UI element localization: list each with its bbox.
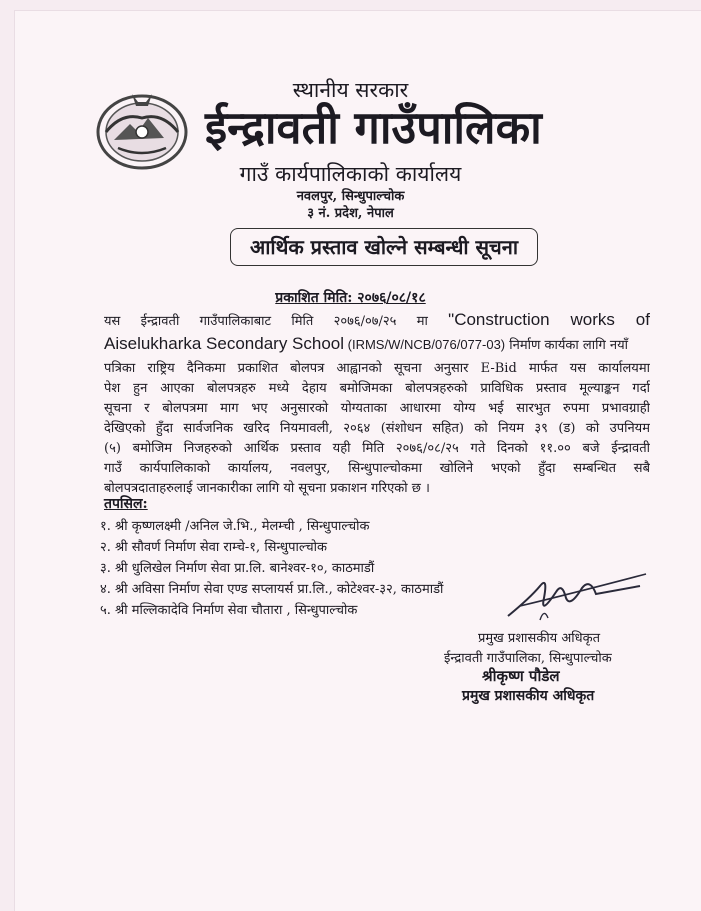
office-heading: गाउँ कार्यपालिकाको कार्यालय: [239, 162, 462, 186]
published-date: प्रकाशित मिति: २०७६/०८/१८: [275, 290, 426, 306]
body-line-8: गाउँ कार्यपालिकाको कार्यालय, नवलपुर, सिन्धुपाल्चोकमा खोलिने भएको हुँदा सम्बन्धित सबै: [104, 461, 650, 476]
body-line-6: देखिएको हुँदा सार्वजनिक खरिद नियमावली, २०६४ (संशोधन सहित) को नियम ३९ (ड) को उपनियम: [104, 421, 650, 436]
signatory-organization: ईन्द्रावती गाउँपालिका, सिन्धुपाल्चोक: [444, 651, 612, 666]
handwritten-signature: [500, 568, 650, 628]
list-item: ५. श्री मल्लिकादेवि निर्माण सेवा चौतारा , सिन्धुपाल्चोक: [100, 603, 358, 618]
body-line-5: सूचना र बोलपत्रमा माग भए अनुसारको योग्यताका आधारमा योग्य भई सारभुत रुपमा प्रभावग्राही: [104, 401, 650, 416]
project-name-part-2: Aiselukharka Secondary School: [104, 334, 345, 353]
body-line-7: (५) बमोजिम निजहरुको आर्थिक प्रस्ताव यही मिति २०७६/०८/२५ गते दिनको ११.०० बजे ईन्द्रावती: [104, 441, 650, 456]
body-line-2: [104, 334, 650, 354]
address-line-2: ३ नं. प्रदेश, नेपाल: [307, 206, 394, 221]
list-item: २. श्री सौवर्ण निर्माण सेवा राम्चे-१, सिन्धुपाल्चोक: [100, 540, 327, 555]
list-item: ४. श्री अविसा निर्माण सेवा एण्ड सप्लायर्स प्रा.लि., कोटेश्वर-३२, काठमाडौं: [100, 582, 444, 597]
list-item: १. श्री कृष्णलक्ष्मी /अनिल जे.भि., मेलम्ची , सिन्धुपाल्चोक: [100, 519, 370, 534]
body-line-3: पत्रिका राष्ट्रिय दैनिकमा प्रकाशित बोलपत्र आह्वानको सूचना अनुसार E-Bid मार्फत यस कार्यालयमा: [104, 361, 650, 376]
list-label: तपसिल:: [104, 496, 148, 512]
project-code: (IRMS/W/NCB/076/077-03): [344, 337, 506, 352]
body-line-9: बोलपत्रदाताहरुलाई जानकारीका लागि यो सूचना प्रकाशन गरिएको छ ।: [104, 481, 430, 496]
body-line-1: [104, 310, 650, 330]
project-name-part-1: "Construction works of: [448, 310, 650, 329]
body-line-4: पेश हुन आएका बोलपत्रहरु मध्ये देहाय बमोजिमका बोलपत्रहरुको प्राविधिक प्रस्ताव मूल्याङ्कन गर्दा: [104, 381, 650, 396]
list-item: ३. श्री धुलिखेल निर्माण सेवा प्रा.लि. बानेश्वर-१०, काठमाडौं: [100, 561, 375, 576]
signatory-title: प्रमुख प्रशासकीय अधिकृत: [478, 631, 601, 646]
municipality-name: ईन्द्रावती गाउँपालिका: [205, 101, 542, 154]
notice-title: आर्थिक प्रस्ताव खोल्ने सम्बन्धी सूचना: [230, 228, 538, 266]
stamp-title: प्रमुख प्रशासकीय अधिकृत: [462, 688, 595, 704]
body-line-2-text: निर्माण कार्यका लागि नयाँ: [505, 338, 629, 353]
address-line-1: नवलपुर, सिन्धुपाल्चोक: [296, 189, 405, 204]
stamp-name: श्रीकृष्ण पौडेल: [482, 667, 560, 685]
local-government-heading: स्थानीय सरकार: [292, 78, 409, 102]
body-line-1-text: यस ईन्द्रावती गाउँपालिकाबाट मिति २०७६/०७/२५ मा: [104, 314, 449, 329]
